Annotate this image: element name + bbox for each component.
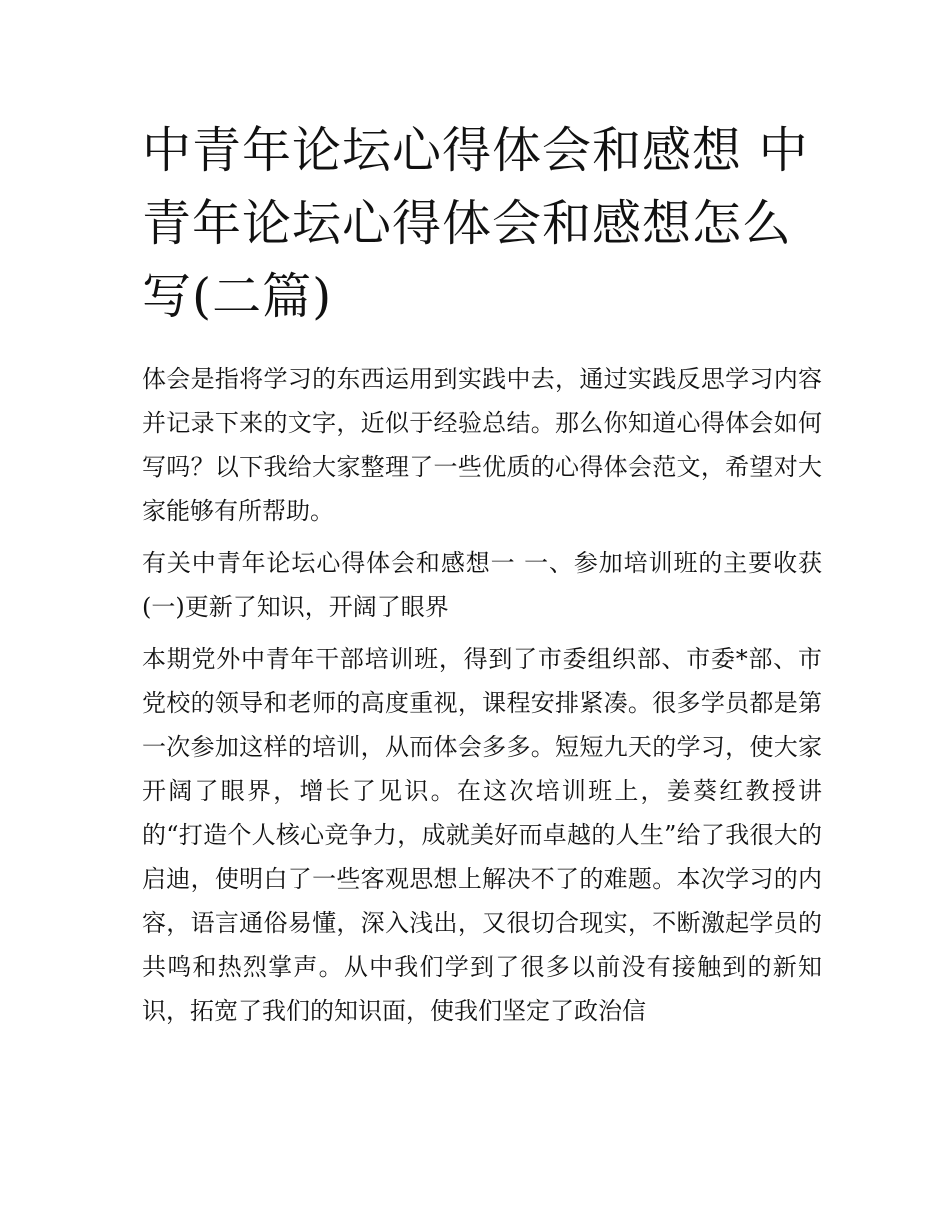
document-title: 中青年论坛心得体会和感想 中青年论坛心得体会和感想怎么写(二篇) <box>142 122 809 325</box>
body-paragraph: 本期党外中青年干部培训班，得到了市委组织部、市委*部、市党校的领导和老师的高度重视，课程安排紧凑。很多学员都是第一次参加这样的培训，从而体会多多。短短九天的学习，使大家开阔了眼界，增长了见识。在这次培训班上，姜葵红教授讲的“打造个人核心竞争力，成就美好而卓越的人生”给了我很大的启迪，使明白了一些客观思想上解决不了的难题。本次学习的内容，语言通俗易懂，深入浅出，又很切合现实，不断激起学员的共鸣和热烈掌声。从中我们学到了很多以前没有接触到的新知识，拓宽了我们的知识面，使我们坚定了政治信 <box>142 645 822 1025</box>
document-body <box>142 357 822 1041</box>
section-heading-paragraph: 有关中青年论坛心得体会和感想一 一、参加培训班的主要收获 (一)更新了知识，开阔了眼界 <box>142 549 822 621</box>
intro-paragraph: 体会是指将学习的东西运用到实践中去，通过实践反思学习内容并记录下来的文字，近似于经验总结。那么你知道心得体会如何写吗？以下我给大家整理了一些优质的心得体会范文，希望对大家能够有所帮助。 <box>142 365 822 525</box>
